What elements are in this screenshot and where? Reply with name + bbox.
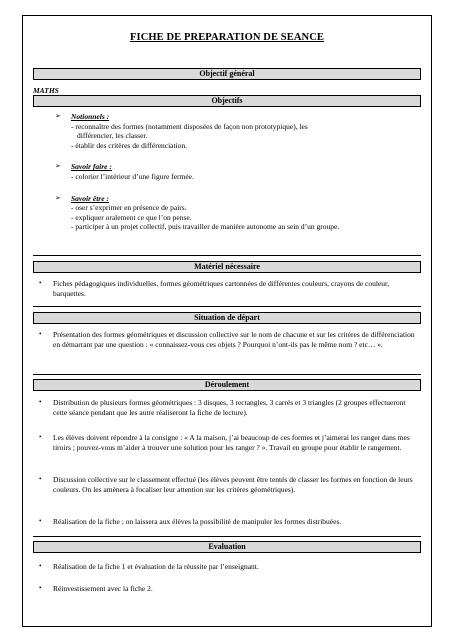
objective-line: différencier, les classer.	[77, 131, 148, 141]
objective-line: - oser s’exprimer en présence de pairs.	[71, 203, 187, 213]
objective-category	[55, 162, 425, 172]
bullet-icon: •	[39, 433, 42, 441]
divider	[33, 255, 421, 256]
list-item: • Les élèves doivent répondre à la consigne : « A la maison, j’ai beaucoup de ces formes et j’aimerai les ranger dans mes tiroirs ; pouvez-vous m’aider à trouver une solution pour les ranger ? ». Travail en groupe pour établir le rangement.	[39, 433, 410, 452]
section-header-objectifs: Objectifs	[33, 95, 421, 107]
category-lines	[55, 122, 425, 151]
objective-line: - expliquer oralement ce que l’on pense.	[71, 212, 192, 222]
objective-category	[55, 112, 425, 122]
list-item: • Réalisation de la fiche ; on laissera aux élèves la possibilité de manipuler les formes distribuées.	[39, 517, 342, 526]
divider	[33, 306, 421, 307]
subject-label: MATHS	[33, 86, 59, 95]
objective-line: - reconnaître des formes (notamment disposées de façon non prototypique), les	[71, 121, 308, 131]
category-lines	[55, 203, 425, 232]
bullet-icon: •	[39, 584, 42, 592]
category-title: Notionnels :	[71, 112, 110, 121]
section-header-deroulement: Déroulement	[33, 379, 421, 391]
section-header-evaluation: Evaluation	[33, 541, 421, 553]
bullet-icon: •	[39, 330, 42, 338]
objective-line: - établir des critères de différenciation.	[71, 140, 188, 150]
divider	[33, 374, 421, 375]
arrow-bullet-icon: ➢	[55, 162, 61, 171]
page-title: FICHE DE PREPARATION DE SEANCE	[130, 32, 324, 43]
bullet-icon: •	[39, 517, 42, 525]
bullet-icon: •	[39, 398, 42, 406]
section-header-materiel: Matériel nécessaire	[33, 261, 421, 273]
objective-category	[55, 194, 425, 204]
category-title: Savoir être :	[71, 193, 109, 203]
divider	[33, 536, 421, 537]
category-lines	[55, 172, 425, 182]
bullet-icon: •	[39, 279, 42, 287]
section-header-situation: Situation de départ	[33, 312, 421, 324]
list-item: • Fiches pédagogiques individuelles, formes géométriques cartonnées de différentes couleurs, crayons de couleur, barquettes.	[39, 279, 390, 298]
section-header-objectif-general: Objectif général	[33, 68, 421, 80]
bullet-icon: •	[39, 475, 42, 483]
bullet-icon: •	[39, 562, 42, 570]
arrow-bullet-icon: ➢	[55, 112, 61, 120]
list-item: • Présentation des formes géométriques et discussion collective sur le nom de chacune et sur les critères de différenciation en démarrant par une question : « connaissez-vous ces objets ? Pourquoi n’ont-ils pas le même nom ? etc… ».	[39, 330, 415, 349]
list-item: • Distribution de plusieurs formes géométriques : 3 disques, 3 rectangles, 3 carrés et 3 triangles (2 groupes effectueront cette séance pendant que les autre réaliseront la fiche de lecture).	[39, 398, 406, 417]
list-item: • Discussion collective sur le classement effectué (les élèves peuvent être tentés de classer les formes en fonction de leurs couleurs. On les amènera à focaliser leur attention sur les critères géométriques).	[39, 475, 413, 494]
arrow-bullet-icon: ➢	[55, 193, 61, 202]
list-item: • Réinvestissement avec la fiche 2.	[39, 584, 153, 593]
objective-line: - colorier l’intérieur d’une figure fermée.	[71, 171, 194, 181]
objectifs-content	[55, 112, 425, 232]
objective-line: - participer à un projet collectif, puis travailler de manière autonome au sein d’un groupe.	[71, 222, 340, 232]
document-page	[22, 15, 432, 627]
list-item: • Réalisation de la fiche 1 et évaluation de la réussite par l’enseignant.	[39, 562, 259, 571]
category-title: Savoir faire :	[71, 162, 112, 172]
